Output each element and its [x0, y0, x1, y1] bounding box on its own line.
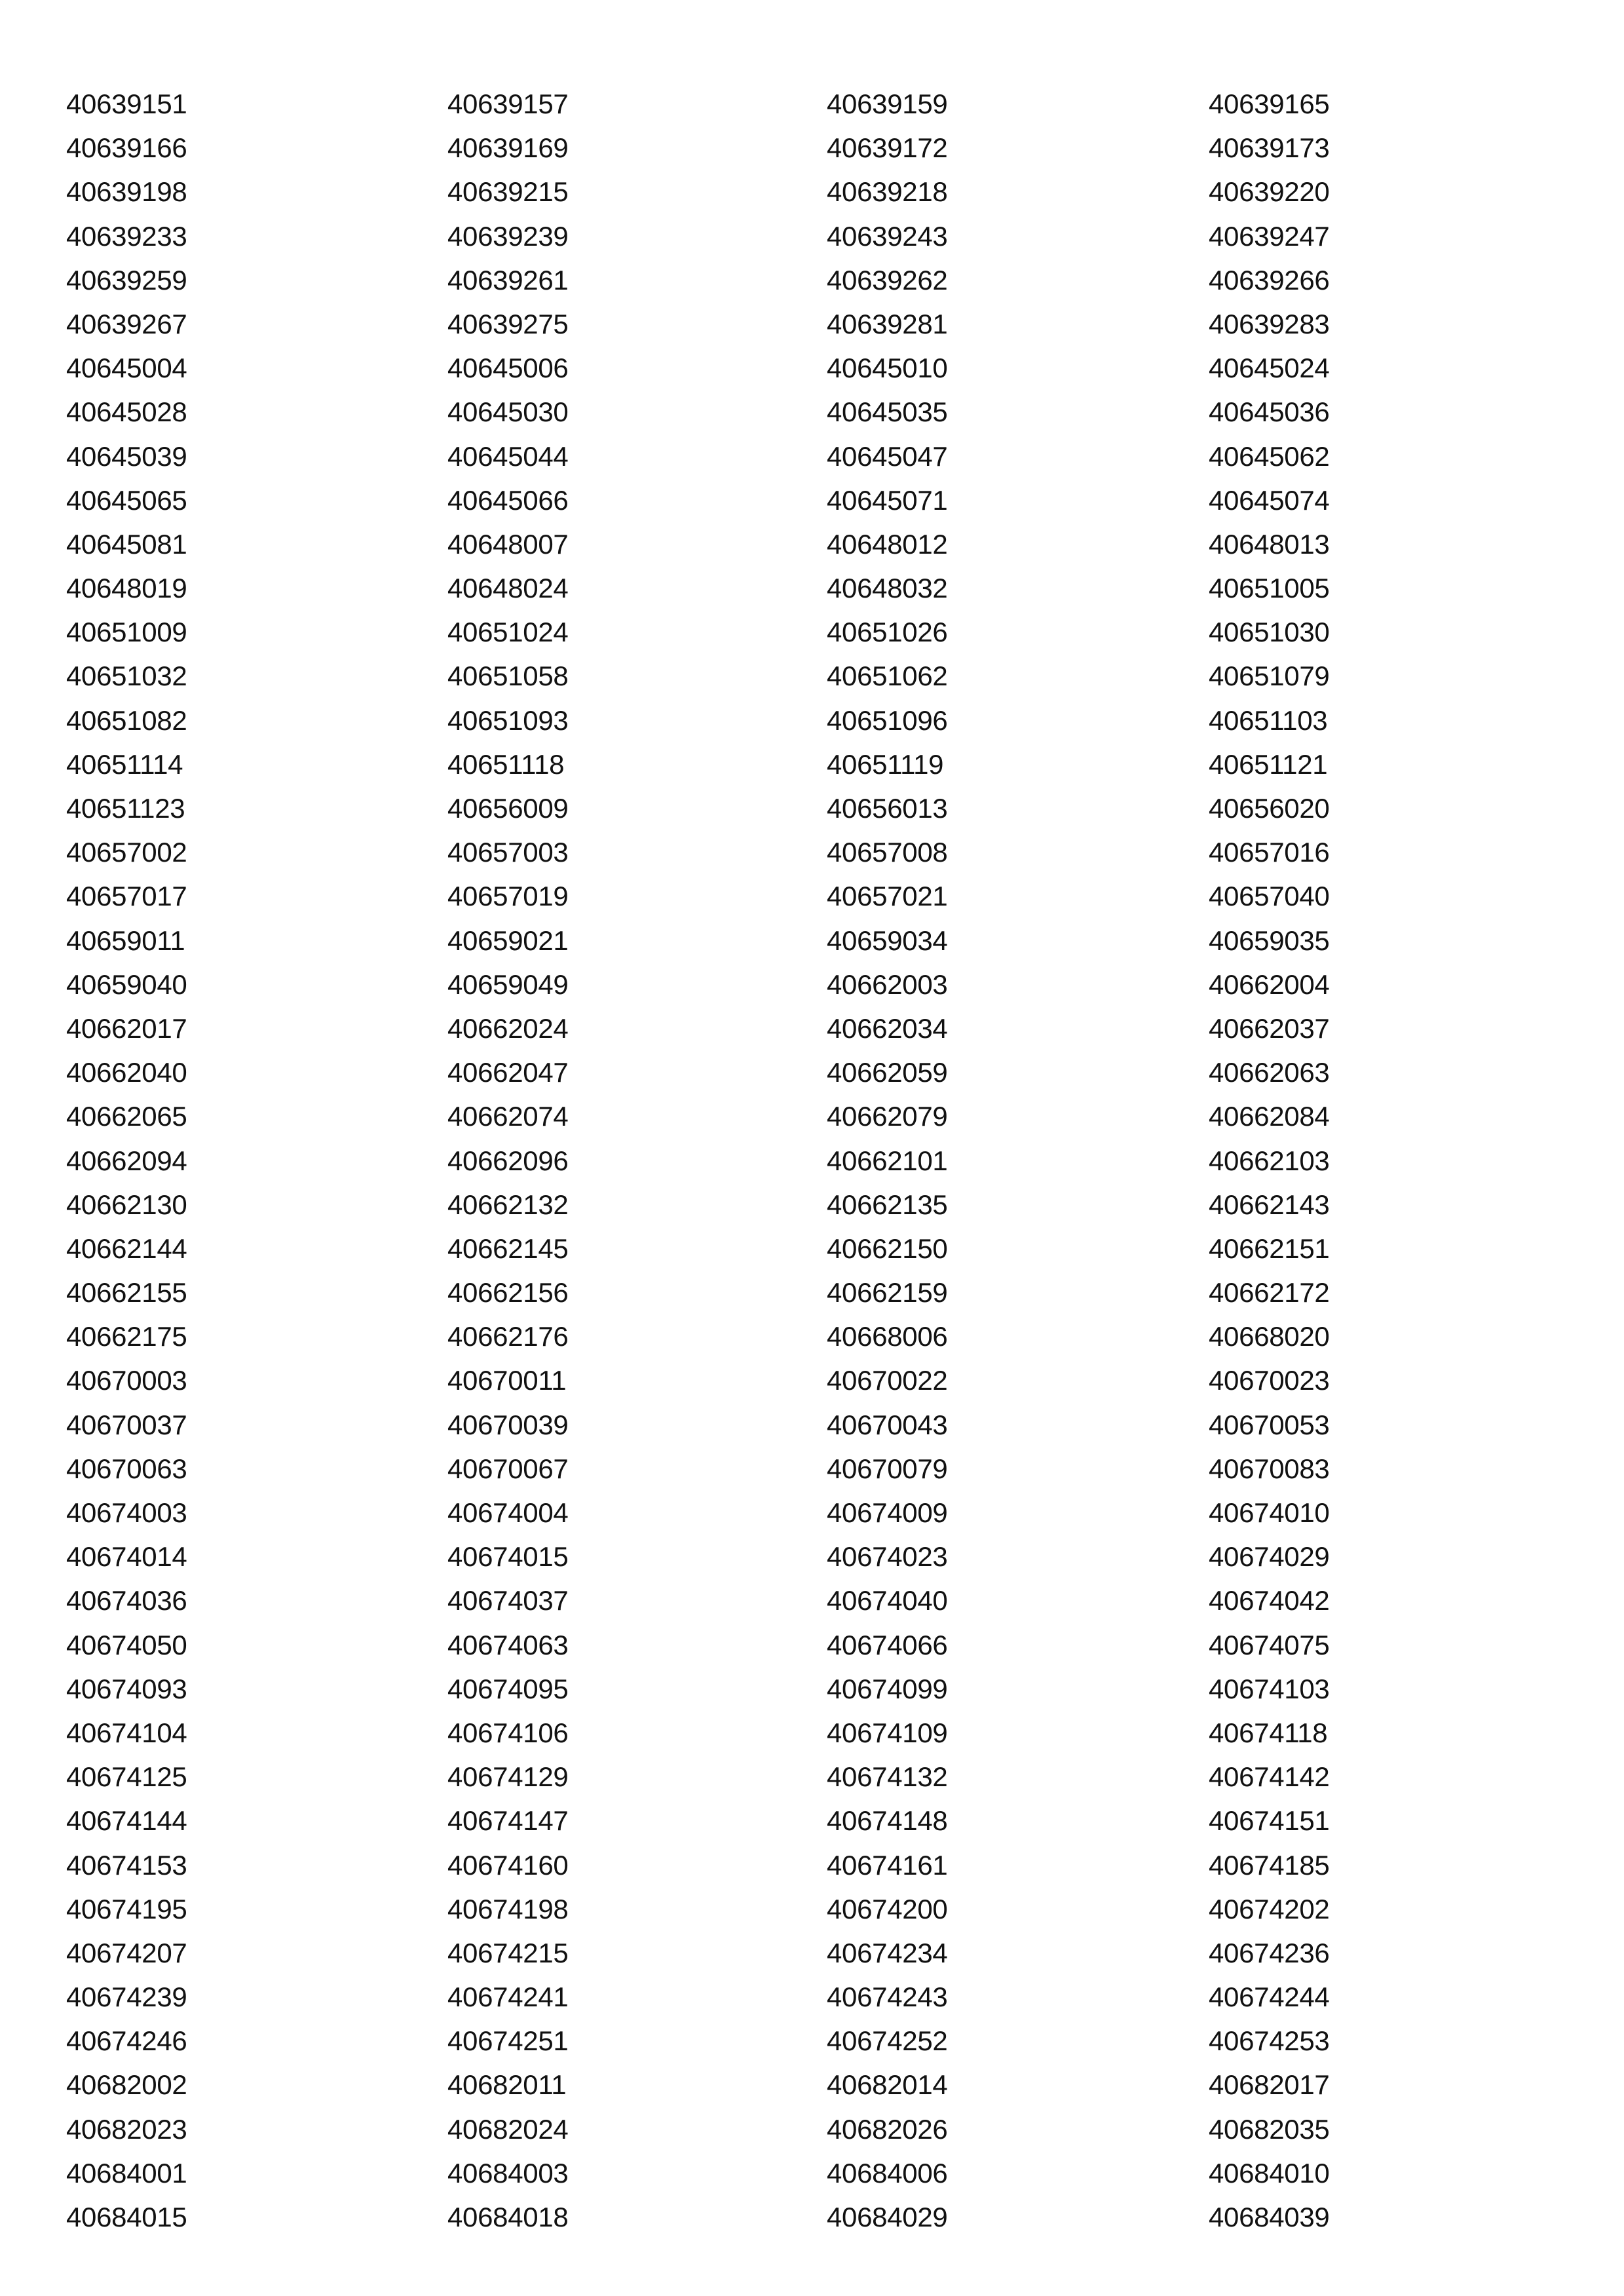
number-entry: 40674253 — [1209, 2025, 1330, 2057]
number-entry: 40674215 — [447, 1937, 569, 1968]
number-entry: 40682026 — [827, 2113, 948, 2145]
number-entry: 40662156 — [447, 1277, 569, 1309]
number-entry: 40639261 — [447, 264, 569, 296]
list-row — [0, 1491, 1624, 1535]
number-entry: 40662034 — [827, 1012, 948, 1044]
list-row — [0, 302, 1624, 346]
number-entry: 40645074 — [1209, 484, 1330, 516]
number-entry: 40659035 — [1209, 925, 1330, 956]
number-entry: 40674106 — [447, 1717, 569, 1748]
number-entry: 40674099 — [827, 1673, 948, 1704]
number-entry: 40657019 — [447, 881, 569, 912]
number-entry: 40674015 — [447, 1541, 569, 1573]
number-entry: 40670022 — [827, 1365, 948, 1396]
number-entry: 40645035 — [827, 396, 948, 428]
number-entry: 40659034 — [827, 925, 948, 956]
number-entry: 40662024 — [447, 1012, 569, 1044]
number-entry: 40645004 — [66, 353, 187, 384]
number-entry: 40651030 — [1209, 617, 1330, 648]
number-entry: 40662150 — [827, 1233, 948, 1264]
number-entry: 40645024 — [1209, 353, 1330, 384]
number-entry: 40674050 — [66, 1629, 187, 1660]
list-row — [0, 170, 1624, 214]
number-entry: 40674118 — [1209, 1717, 1328, 1748]
list-row — [0, 1358, 1624, 1402]
list-row — [0, 1050, 1624, 1094]
number-entry: 40674144 — [66, 1805, 187, 1837]
list-row — [0, 2107, 1624, 2151]
number-entry: 40656020 — [1209, 793, 1330, 824]
number-entry: 40657040 — [1209, 881, 1330, 912]
number-entry: 40670037 — [66, 1409, 187, 1440]
number-entry: 40674207 — [66, 1937, 187, 1968]
number-entry: 40651079 — [1209, 660, 1330, 692]
list-row — [0, 2195, 1624, 2239]
number-entry: 40645071 — [827, 484, 948, 516]
list-row — [0, 786, 1624, 830]
number-entry: 40657021 — [827, 881, 948, 912]
number-entry: 40656013 — [827, 793, 948, 824]
number-entry: 40674132 — [827, 1761, 948, 1793]
number-entry: 40670039 — [447, 1409, 569, 1440]
number-entry: 40674014 — [66, 1541, 187, 1573]
number-entry: 40639275 — [447, 308, 569, 339]
number-entry: 40651096 — [827, 704, 948, 736]
number-entry: 40674147 — [447, 1805, 569, 1837]
number-entry: 40674063 — [447, 1629, 569, 1660]
number-entry: 40674125 — [66, 1761, 187, 1793]
number-entry: 40674129 — [447, 1761, 569, 1793]
number-entry: 40648024 — [447, 573, 569, 604]
number-entry: 40651058 — [447, 660, 569, 692]
number-entry: 40662004 — [1209, 968, 1330, 1000]
number-entry: 40662130 — [66, 1189, 187, 1220]
number-entry: 40682024 — [447, 2113, 569, 2145]
number-entry: 40662037 — [1209, 1012, 1330, 1044]
number-entry: 40662103 — [1209, 1145, 1330, 1176]
number-entry: 40645065 — [66, 484, 187, 516]
number-entry: 40670011 — [447, 1365, 567, 1396]
number-entry: 40682017 — [1209, 2069, 1330, 2101]
list-row — [0, 610, 1624, 654]
number-entry: 40682023 — [66, 2113, 187, 2145]
number-entry: 40662059 — [827, 1057, 948, 1088]
number-entry: 40668020 — [1209, 1321, 1330, 1352]
list-row — [0, 874, 1624, 918]
number-entry: 40639157 — [447, 88, 569, 119]
number-entry: 40684039 — [1209, 2202, 1330, 2232]
number-entry: 40682002 — [66, 2069, 187, 2101]
list-row — [0, 522, 1624, 566]
number-entry: 40651005 — [1209, 573, 1330, 604]
number-entry: 40662003 — [827, 968, 948, 1000]
list-row — [0, 1623, 1624, 1667]
number-entry: 40674246 — [66, 2025, 187, 2057]
number-entry: 40684001 — [66, 2157, 187, 2189]
list-row — [0, 1227, 1624, 1271]
list-row — [0, 1403, 1624, 1447]
number-entry: 40674104 — [66, 1717, 187, 1748]
number-entry: 40639243 — [827, 220, 948, 252]
number-entry: 40670003 — [66, 1365, 187, 1396]
list-row — [0, 1843, 1624, 1887]
number-entry: 40674037 — [447, 1585, 569, 1617]
number-entry: 40674241 — [447, 1981, 569, 2013]
number-entry: 40657008 — [827, 837, 948, 868]
number-entry: 40674142 — [1209, 1761, 1330, 1793]
number-entry: 40659011 — [66, 925, 185, 956]
number-entry: 40662175 — [66, 1321, 187, 1352]
number-entry: 40662065 — [66, 1101, 187, 1132]
number-entry: 40648012 — [827, 528, 948, 560]
number-entry: 40651009 — [66, 617, 187, 648]
number-entry: 40682014 — [827, 2069, 948, 2101]
number-entry: 40645010 — [827, 353, 948, 384]
number-entry: 40674066 — [827, 1629, 948, 1660]
list-row — [0, 214, 1624, 258]
list-row — [0, 1931, 1624, 1975]
number-entry: 40684015 — [66, 2202, 187, 2232]
list-row — [0, 830, 1624, 874]
number-entry: 40639165 — [1209, 88, 1330, 119]
number-entry: 40674161 — [827, 1849, 948, 1881]
number-entry: 40670063 — [66, 1453, 187, 1484]
number-entry: 40674239 — [66, 1981, 187, 2013]
number-entry: 40639283 — [1209, 308, 1330, 339]
list-row — [0, 698, 1624, 742]
number-entry: 40674010 — [1209, 1497, 1330, 1528]
number-entry: 40674200 — [827, 1893, 948, 1924]
number-entry: 40662101 — [827, 1145, 948, 1176]
number-entry: 40674093 — [66, 1673, 187, 1704]
number-entry: 40657016 — [1209, 837, 1330, 868]
number-entry: 40670079 — [827, 1453, 948, 1484]
number-entry: 40674004 — [447, 1497, 569, 1528]
number-entry: 40651114 — [66, 748, 183, 780]
list-row — [0, 1667, 1624, 1711]
list-row — [0, 258, 1624, 302]
list-row — [0, 1711, 1624, 1755]
list-row — [0, 346, 1624, 390]
number-entry: 40639172 — [827, 132, 948, 164]
number-entry: 40651062 — [827, 660, 948, 692]
number-entry: 40656009 — [447, 793, 569, 824]
number-entry: 40682011 — [447, 2069, 567, 2101]
number-entry: 40645039 — [66, 440, 187, 472]
number-entry: 40674029 — [1209, 1541, 1330, 1573]
number-entry: 40648013 — [1209, 528, 1330, 560]
number-entry: 40674042 — [1209, 1585, 1330, 1617]
number-entry: 40651093 — [447, 704, 569, 736]
list-row — [0, 742, 1624, 786]
number-entry: 40657003 — [447, 837, 569, 868]
number-entry: 40651123 — [66, 793, 185, 824]
number-entry: 40639215 — [447, 176, 569, 208]
number-entry: 40674234 — [827, 1937, 948, 1968]
list-row — [0, 1887, 1624, 1931]
number-entry: 40674023 — [827, 1541, 948, 1573]
list-row — [0, 126, 1624, 170]
number-entry: 40657002 — [66, 837, 187, 868]
number-entry: 40651082 — [66, 704, 187, 736]
list-row — [0, 1535, 1624, 1578]
number-entry: 40639247 — [1209, 220, 1330, 252]
list-row — [0, 963, 1624, 1006]
number-entry: 40645006 — [447, 353, 569, 384]
number-entry: 40662135 — [827, 1189, 948, 1220]
number-entry: 40645066 — [447, 484, 569, 516]
number-entry: 40639218 — [827, 176, 948, 208]
number-entry: 40674198 — [447, 1893, 569, 1924]
list-row — [0, 1314, 1624, 1358]
number-entry: 40662145 — [447, 1233, 569, 1264]
number-entry: 40639198 — [66, 176, 187, 208]
number-entry: 40639266 — [1209, 264, 1330, 296]
number-entry: 40670043 — [827, 1409, 948, 1440]
number-entry: 40670083 — [1209, 1453, 1330, 1484]
number-entry: 40682035 — [1209, 2113, 1330, 2145]
number-entry: 40639267 — [66, 308, 187, 339]
number-entry: 40651032 — [66, 660, 187, 692]
number-entry: 40662159 — [827, 1277, 948, 1309]
number-entry: 40639281 — [827, 308, 948, 339]
list-row — [0, 1755, 1624, 1799]
list-row — [0, 654, 1624, 698]
number-entry: 40674095 — [447, 1673, 569, 1704]
number-entry: 40651119 — [827, 748, 944, 780]
number-entry: 40670067 — [447, 1453, 569, 1484]
number-entry: 40662155 — [66, 1277, 187, 1309]
number-entry: 40684003 — [447, 2157, 569, 2189]
number-entry: 40674185 — [1209, 1849, 1330, 1881]
list-row — [0, 1975, 1624, 2019]
number-entry: 40651118 — [447, 748, 565, 780]
number-entry: 40670023 — [1209, 1365, 1330, 1396]
number-entry: 40639220 — [1209, 176, 1330, 208]
number-entry: 40651024 — [447, 617, 569, 648]
number-entry: 40662084 — [1209, 1101, 1330, 1132]
list-row — [0, 1578, 1624, 1622]
number-entry: 40645081 — [66, 528, 187, 560]
number-entry: 40645062 — [1209, 440, 1330, 472]
number-entry: 40659049 — [447, 968, 569, 1000]
number-entry: 40639169 — [447, 132, 569, 164]
number-entry: 40662063 — [1209, 1057, 1330, 1088]
list-row — [0, 82, 1624, 126]
number-entry: 40674109 — [827, 1717, 948, 1748]
number-entry: 40674148 — [827, 1805, 948, 1837]
number-entry: 40651121 — [1209, 748, 1328, 780]
number-entry: 40684029 — [827, 2202, 948, 2232]
number-entry: 40674236 — [1209, 1937, 1330, 1968]
number-entry: 40662079 — [827, 1101, 948, 1132]
number-entry: 40662094 — [66, 1145, 187, 1176]
number-entry: 40674243 — [827, 1981, 948, 2013]
number-entry: 40662132 — [447, 1189, 569, 1220]
number-entry: 40639151 — [66, 88, 187, 119]
number-entry: 40674009 — [827, 1497, 948, 1528]
number-entry: 40639262 — [827, 264, 948, 296]
number-entry: 40684006 — [827, 2157, 948, 2189]
number-entry: 40659021 — [447, 925, 569, 956]
number-entry: 40674151 — [1209, 1805, 1330, 1837]
number-entry: 40645044 — [447, 440, 569, 472]
number-entry: 40674103 — [1209, 1673, 1330, 1704]
list-row — [0, 1799, 1624, 1843]
list-row — [0, 1139, 1624, 1183]
number-entry: 40639173 — [1209, 132, 1330, 164]
list-row — [0, 1271, 1624, 1314]
list-row — [0, 1447, 1624, 1491]
list-row — [0, 434, 1624, 478]
number-entry: 40651026 — [827, 617, 948, 648]
number-entry: 40662074 — [447, 1101, 569, 1132]
number-entry: 40662151 — [1209, 1233, 1330, 1264]
number-entry: 40674160 — [447, 1849, 569, 1881]
list-row — [0, 1183, 1624, 1227]
number-entry: 40648007 — [447, 528, 569, 560]
number-entry: 40662017 — [66, 1012, 187, 1044]
number-entry: 40674244 — [1209, 1981, 1330, 2013]
number-entry: 40670053 — [1209, 1409, 1330, 1440]
number-entry: 40674040 — [827, 1585, 948, 1617]
number-entry: 40651103 — [1209, 704, 1328, 736]
number-entry: 40662040 — [66, 1057, 187, 1088]
number-entry: 40674251 — [447, 2025, 569, 2057]
number-entry: 40674075 — [1209, 1629, 1330, 1660]
number-entry: 40645030 — [447, 396, 569, 428]
number-entry: 40662144 — [66, 1233, 187, 1264]
number-entry: 40645047 — [827, 440, 948, 472]
number-entry: 40639259 — [66, 264, 187, 296]
list-row — [0, 919, 1624, 963]
number-entry: 40674195 — [66, 1893, 187, 1924]
number-entry: 40662172 — [1209, 1277, 1330, 1309]
number-entry: 40662176 — [447, 1321, 569, 1352]
number-entry: 40684010 — [1209, 2157, 1330, 2189]
list-row — [0, 478, 1624, 522]
number-entry: 40639166 — [66, 132, 187, 164]
list-row — [0, 1006, 1624, 1050]
number-entry: 40668006 — [827, 1321, 948, 1352]
list-row — [0, 390, 1624, 434]
number-entry: 40648032 — [827, 573, 948, 604]
number-entry: 40674036 — [66, 1585, 187, 1617]
list-row — [0, 2019, 1624, 2063]
number-entry: 40639233 — [66, 220, 187, 252]
list-row — [0, 2063, 1624, 2107]
list-row — [0, 1094, 1624, 1138]
number-entry: 40674202 — [1209, 1893, 1330, 1924]
number-entry: 40659040 — [66, 968, 187, 1000]
number-entry: 40648019 — [66, 573, 187, 604]
number-entry: 40639159 — [827, 88, 948, 119]
number-entry: 40645028 — [66, 396, 187, 428]
number-entry: 40674153 — [66, 1849, 187, 1881]
list-row — [0, 2151, 1624, 2195]
number-entry: 40684018 — [447, 2202, 569, 2232]
number-entry: 40674003 — [66, 1497, 187, 1528]
number-entry: 40645036 — [1209, 396, 1330, 428]
number-entry: 40639239 — [447, 220, 569, 252]
number-entry: 40674252 — [827, 2025, 948, 2057]
number-entry: 40662047 — [447, 1057, 569, 1088]
number-list — [0, 82, 1624, 2239]
number-entry: 40662143 — [1209, 1189, 1330, 1220]
list-row — [0, 566, 1624, 610]
number-entry: 40657017 — [66, 881, 187, 912]
number-entry: 40662096 — [447, 1145, 569, 1176]
